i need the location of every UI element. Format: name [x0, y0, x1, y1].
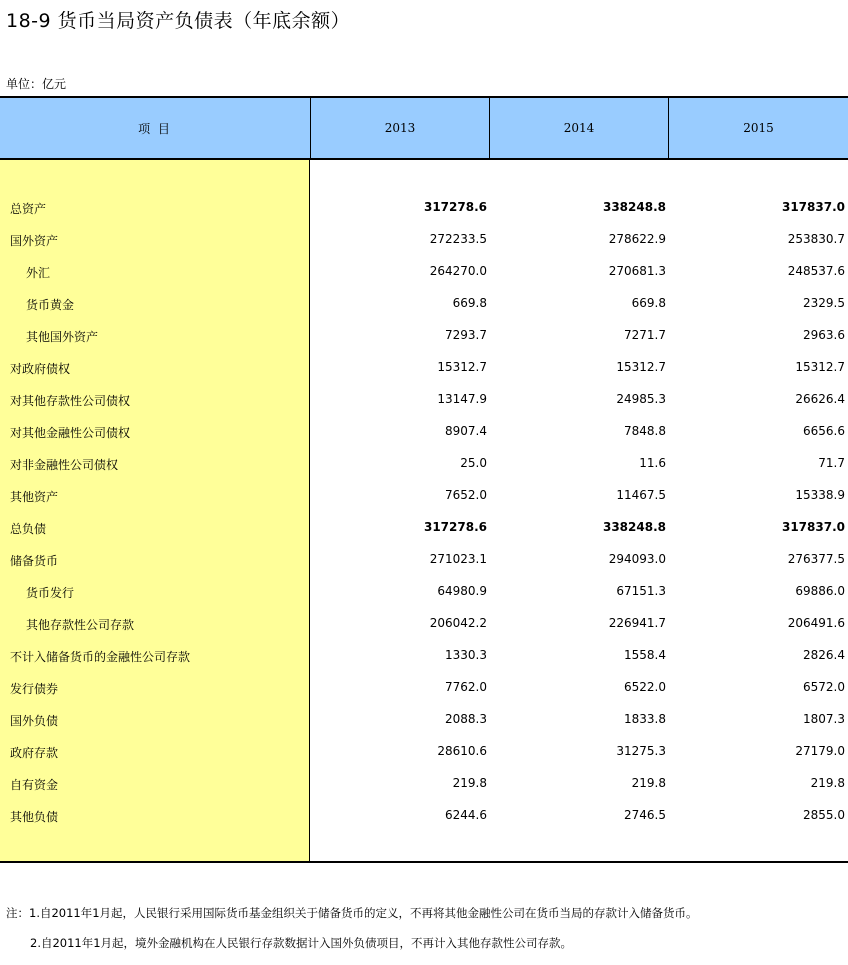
row-label: 不计入储备货币的金融性公司存款: [10, 650, 191, 664]
table-row: [0, 352, 848, 384]
value-cell-2014: 31275.3: [616, 744, 666, 758]
row-label: 其他国外资产: [26, 330, 99, 344]
table-bottom-rule: [0, 861, 848, 863]
value-cell-2013: 7652.0: [445, 488, 487, 502]
header-item: 项 目: [138, 121, 172, 136]
header-year-2015: 2015: [668, 98, 848, 158]
value-cell-2015: 27179.0: [795, 744, 845, 758]
value-cell-2014: 15312.7: [616, 360, 666, 374]
value-cell-2013: 317278.6: [423, 200, 487, 214]
value-cell-2013: 6244.6: [445, 808, 487, 822]
value-cell-2014: 278622.9: [608, 232, 666, 246]
row-label: 其他存款性公司存款: [26, 618, 135, 632]
value-cell-2015: 2855.0: [803, 808, 845, 822]
value-cell-2014: 219.8: [631, 776, 666, 790]
row-label: 对其他金融性公司债权: [10, 426, 131, 440]
value-cell-2015: 6656.6: [803, 424, 845, 438]
value-cell-2013: 2088.3: [445, 712, 487, 726]
table-row: [0, 800, 848, 832]
value-cell-2013: 64980.9: [437, 584, 487, 598]
table-row: [0, 320, 848, 352]
value-cell-2015: 15338.9: [795, 488, 845, 502]
value-cell-2013: 271023.1: [429, 552, 487, 566]
table-row: [0, 288, 848, 320]
value-cell-2015: 2826.4: [803, 648, 845, 662]
row-label: 货币黄金: [26, 298, 75, 312]
value-cell-2014: 294093.0: [608, 552, 666, 566]
value-cell-2013: 272233.5: [429, 232, 487, 246]
value-cell-2014: 338248.8: [602, 200, 666, 214]
value-cell-2015: 71.7: [818, 456, 845, 470]
value-cell-2013: 28610.6: [437, 744, 487, 758]
table-row: [0, 416, 848, 448]
value-cell-2015: 2329.5: [803, 296, 845, 310]
value-cell-2014: 2746.5: [624, 808, 666, 822]
table-row: [0, 256, 848, 288]
row-label: 国外资产: [10, 234, 59, 248]
table-body: [0, 192, 848, 832]
value-cell-2015: 276377.5: [787, 552, 845, 566]
table-row: [0, 192, 848, 224]
value-cell-2015: 1807.3: [803, 712, 845, 726]
table-row: [0, 704, 848, 736]
value-cell-2014: 7848.8: [624, 424, 666, 438]
value-cell-2013: 7293.7: [445, 328, 487, 342]
row-label: 其他负债: [10, 810, 59, 824]
value-cell-2014: 11467.5: [616, 488, 666, 502]
footnote-2: 2.自2011年1月起，境外金融机构在人民银行存款数据计入国外负债项目，不再计入其他存款性公司存款。: [30, 936, 573, 950]
value-cell-2015: 15312.7: [795, 360, 845, 374]
value-cell-2014: 226941.7: [608, 616, 666, 630]
value-cell-2015: 253830.7: [787, 232, 845, 246]
table-row: [0, 384, 848, 416]
value-cell-2015: 69886.0: [795, 584, 845, 598]
row-label: 外汇: [26, 266, 51, 280]
value-cell-2013: 317278.6: [423, 520, 487, 534]
value-cell-2014: 11.6: [639, 456, 666, 470]
value-cell-2013: 206042.2: [429, 616, 487, 630]
value-cell-2013: 15312.7: [437, 360, 487, 374]
value-cell-2013: 1330.3: [445, 648, 487, 662]
value-cell-2015: 219.8: [810, 776, 845, 790]
table-row: [0, 224, 848, 256]
value-cell-2014: 67151.3: [616, 584, 666, 598]
row-label: 总资产: [10, 202, 47, 216]
value-cell-2014: 6522.0: [624, 680, 666, 694]
row-label: 国外负债: [10, 714, 59, 728]
row-label: 货币发行: [26, 586, 75, 600]
row-label: 政府存款: [10, 746, 59, 760]
value-cell-2015: 6572.0: [803, 680, 845, 694]
footnotes: [6, 905, 698, 965]
value-cell-2015: 317837.0: [781, 520, 845, 534]
value-cell-2013: 264270.0: [429, 264, 487, 278]
page-title: 18-9 货币当局资产负债表（年底余额）: [6, 10, 351, 32]
value-cell-2014: 669.8: [631, 296, 666, 310]
row-label: 总负债: [10, 522, 47, 536]
row-label: 对其他存款性公司债权: [10, 394, 131, 408]
row-label: 自有资金: [10, 778, 59, 792]
value-cell-2013: 219.8: [452, 776, 487, 790]
table-row: [0, 768, 848, 800]
table-header: [0, 96, 848, 160]
value-cell-2014: 24985.3: [616, 392, 666, 406]
value-cell-2013: 25.0: [460, 456, 487, 470]
table-row: [0, 640, 848, 672]
table-row: [0, 512, 848, 544]
value-cell-2015: 206491.6: [787, 616, 845, 630]
value-cell-2013: 8907.4: [445, 424, 487, 438]
footnote-1: 注：1.自2011年1月起，人民银行采用国际货币基金组织关于储备货币的定义，不再将其他金融性公司在货币当局的存款计入储备货币。: [6, 906, 698, 920]
header-year-2014: 2014: [489, 98, 668, 158]
value-cell-2013: 7762.0: [445, 680, 487, 694]
table-row: [0, 448, 848, 480]
row-label: 对政府债权: [10, 362, 71, 376]
value-cell-2014: 338248.8: [602, 520, 666, 534]
table-row: [0, 736, 848, 768]
row-label: 储备货币: [10, 554, 59, 568]
value-cell-2014: 7271.7: [624, 328, 666, 342]
value-cell-2013: 13147.9: [437, 392, 487, 406]
table-row: [0, 576, 848, 608]
row-label: 发行债券: [10, 682, 59, 696]
value-cell-2013: 669.8: [452, 296, 487, 310]
value-cell-2014: 270681.3: [608, 264, 666, 278]
table-row: [0, 544, 848, 576]
value-cell-2014: 1833.8: [624, 712, 666, 726]
value-cell-2015: 26626.4: [795, 392, 845, 406]
value-cell-2015: 2963.6: [803, 328, 845, 342]
value-cell-2015: 248537.6: [787, 264, 845, 278]
table-row: [0, 608, 848, 640]
table-row: [0, 672, 848, 704]
header-year-2013: 2013: [310, 98, 489, 158]
unit-label: 单位：亿元: [6, 77, 67, 91]
value-cell-2015: 317837.0: [781, 200, 845, 214]
value-cell-2014: 1558.4: [624, 648, 666, 662]
row-label: 对非金融性公司债权: [10, 458, 119, 472]
row-label: 其他资产: [10, 490, 59, 504]
table-row: [0, 480, 848, 512]
